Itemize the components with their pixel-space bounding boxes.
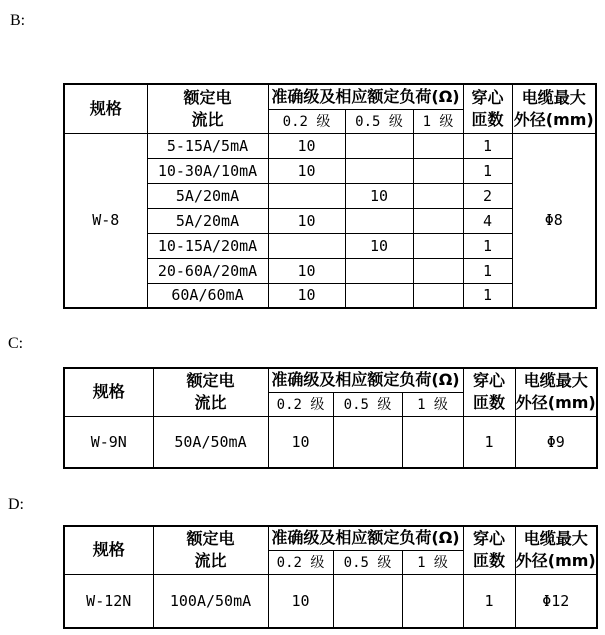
table-row [64,574,597,628]
cell-spec: W-12N [64,574,153,628]
section-label-b: B: [10,12,26,29]
header-turns-line2: 匝数 [472,551,505,571]
header-class-0-5: 0.5 级 [333,392,402,416]
table-row [64,133,596,158]
header-rated-current-ratio [147,84,268,133]
header-cable-max-od [515,526,597,574]
header-class-1: 1 级 [413,109,463,133]
header-through-core-turns [463,526,515,574]
cell-ratio: 20-60A/20mA [147,258,268,283]
header-class-0-2: 0.2 级 [268,109,345,133]
cell-turns: 4 [463,208,512,233]
cell-turns: 1 [463,233,512,258]
header-class-0-5: 0.5 级 [333,550,402,574]
header-cable-max-od [515,368,597,416]
cell-ratio: 5A/20mA [147,208,268,233]
cell-cable-od: Φ12 [515,574,597,628]
cell-class-1 [413,258,463,283]
cell-spec: W-9N [64,416,153,468]
section-label-c: C: [8,335,24,352]
header-class-1: 1 级 [402,392,463,416]
cell-class-0-2: 10 [268,133,345,158]
header-cable-line2: 外径(mm) [515,551,596,571]
header-through-core-turns [463,368,515,416]
table-row [64,416,597,468]
cell-class-0-2: 10 [268,283,345,308]
header-cable-line2: 外径(mm) [513,109,594,129]
cell-class-0-2: 10 [268,208,345,233]
cell-spec: W-8 [64,133,147,308]
cell-class-0-2: 10 [268,416,333,468]
header-ratio-line1: 额定电 [183,87,232,107]
header-rated-current-ratio [153,526,268,574]
cell-turns: 2 [463,183,512,208]
header-ratio-line1: 额定电 [186,529,235,549]
header-cable-line2: 外径(mm) [515,393,596,413]
header-turns-line1: 穿心 [471,87,504,107]
cell-turns: 1 [463,416,515,468]
cell-class-0-5: 10 [345,183,413,208]
header-cable-line1: 电缆最大 [521,87,586,107]
cell-turns: 1 [463,133,512,158]
header-spec: 规格 [64,84,147,133]
cell-ratio: 5-15A/5mA [147,133,268,158]
cell-class-0-5 [345,158,413,183]
cell-cable-od: Φ8 [512,133,596,308]
header-rated-current-ratio [153,368,268,416]
cell-class-0-2 [268,183,345,208]
header-class-0-5: 0.5 级 [345,109,413,133]
cell-class-0-2: 10 [268,158,345,183]
cell-turns: 1 [463,574,515,628]
cell-class-1 [413,208,463,233]
table-d [63,525,598,629]
section-label-d: D: [8,496,24,513]
cell-ratio: 100A/50mA [153,574,268,628]
cell-class-0-2: 10 [268,574,333,628]
cell-class-0-5 [345,208,413,233]
header-turns-line1: 穿心 [472,371,505,391]
cell-class-0-5 [333,416,402,468]
cell-turns: 1 [463,158,512,183]
cell-class-1 [413,283,463,308]
header-class-0-2: 0.2 级 [268,392,333,416]
cell-ratio: 10-15A/20mA [147,233,268,258]
header-ratio-line1: 额定电 [186,371,235,391]
header-accuracy-load: 准确级及相应额定负荷(Ω) [268,368,463,392]
header-class-0-2: 0.2 级 [268,550,333,574]
cell-ratio: 50A/50mA [153,416,268,468]
cell-ratio: 10-30A/10mA [147,158,268,183]
header-accuracy-load: 准确级及相应额定负荷(Ω) [268,526,463,550]
cell-class-1 [402,574,463,628]
header-ratio-line2: 流比 [191,109,224,129]
cell-class-1 [413,183,463,208]
cell-ratio: 60A/60mA [147,283,268,308]
cell-class-0-5 [345,258,413,283]
header-spec: 规格 [64,368,153,416]
cell-class-0-5: 10 [345,233,413,258]
cell-class-0-5 [333,574,402,628]
header-turns-line2: 匝数 [471,109,504,129]
header-cable-max-od [512,84,596,133]
header-spec: 规格 [64,526,153,574]
cell-class-0-2: 10 [268,258,345,283]
cell-class-1 [413,133,463,158]
cell-turns: 1 [463,283,512,308]
header-ratio-line2: 流比 [194,393,227,413]
cell-class-0-2 [268,233,345,258]
header-cable-line1: 电缆最大 [523,529,588,549]
table-b [63,83,597,309]
cell-turns: 1 [463,258,512,283]
cell-class-1 [413,233,463,258]
header-turns-line1: 穿心 [472,529,505,549]
cell-cable-od: Φ9 [515,416,597,468]
header-through-core-turns [463,84,512,133]
cell-class-0-5 [345,283,413,308]
cell-class-1 [413,158,463,183]
table-c [63,367,598,469]
header-turns-line2: 匝数 [472,393,505,413]
header-ratio-line2: 流比 [194,551,227,571]
header-class-1: 1 级 [402,550,463,574]
cell-ratio: 5A/20mA [147,183,268,208]
cell-class-0-5 [345,133,413,158]
cell-class-1 [402,416,463,468]
header-cable-line1: 电缆最大 [523,371,588,391]
header-accuracy-load: 准确级及相应额定负荷(Ω) [268,84,463,109]
